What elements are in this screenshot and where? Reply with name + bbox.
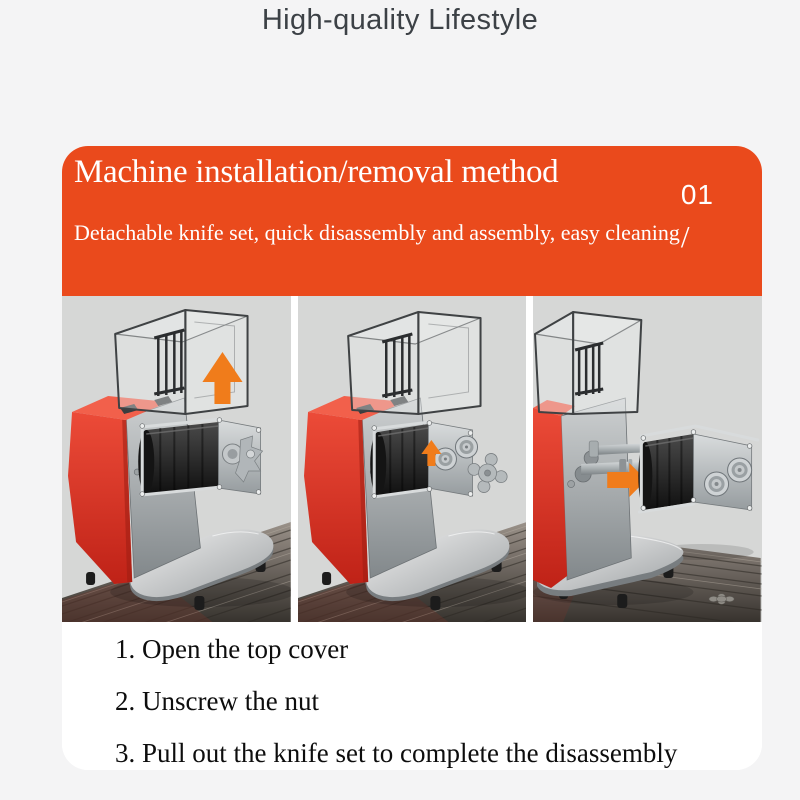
feature-banner <box>62 146 762 296</box>
acrylic-cover <box>535 312 641 414</box>
banner-title: Machine installation/removal method <box>74 154 559 190</box>
step3-image-panel <box>533 296 762 622</box>
step-item-2: 2. Unscrew the nut <box>115 686 319 716</box>
knife-set <box>138 418 262 497</box>
machine-step1-illustration <box>62 296 291 622</box>
banner-index-number: 01 <box>680 179 714 210</box>
feature-card <box>62 146 762 770</box>
step2-image-panel <box>298 296 527 622</box>
step-item-1: 1. Open the top cover <box>115 634 349 664</box>
nut-boss <box>728 458 752 482</box>
decorative-slash: / <box>680 219 690 254</box>
nut-boss <box>455 436 477 458</box>
page-title: High-quality Lifestyle <box>261 4 539 36</box>
instruction-steps <box>62 622 762 770</box>
banner-subtitle: Detachable knife set, quick disassembly and assembly, easy cleaning/ <box>74 219 690 254</box>
machine-step2-illustration <box>298 296 527 622</box>
step-item-3: 3. Pull out the knife set to complete the disassembly <box>115 738 678 768</box>
step-image-row <box>62 296 762 622</box>
machine-body <box>533 398 631 588</box>
step1-image-panel <box>62 296 291 622</box>
machine-step3-illustration <box>533 296 762 622</box>
nut-boss <box>705 472 729 496</box>
